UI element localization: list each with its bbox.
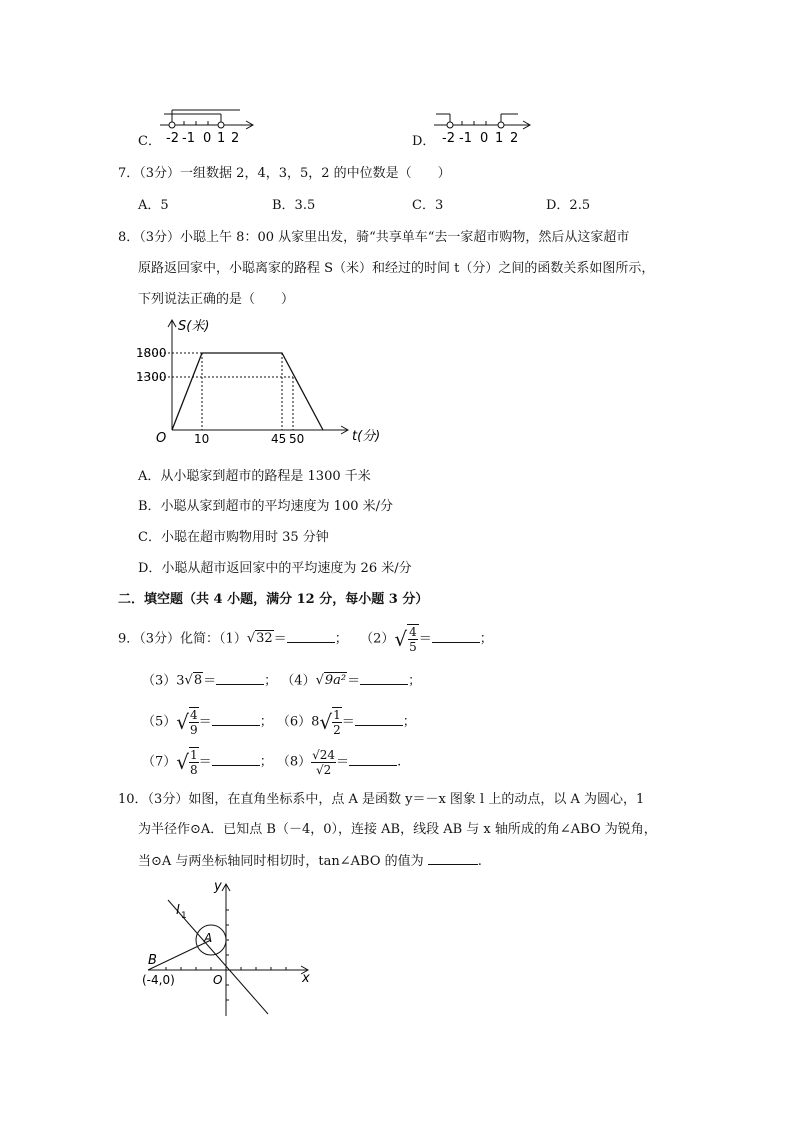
q6c-tick-0: 0	[203, 131, 212, 145]
q10-y-label: y	[214, 879, 222, 894]
q8-origin: O	[156, 431, 167, 446]
q8-function-line	[172, 353, 323, 430]
q9-blank-3[interactable]	[216, 671, 264, 685]
q7-stem: 7．（3分）一组数据 2，4，3，5，2 的中位数是（ ）	[118, 166, 451, 181]
q8-xtick-10: 10	[194, 432, 210, 446]
q7-option-d: D．2.5	[546, 198, 591, 213]
q9-radical-1: √32	[246, 631, 273, 646]
q10-label-a: A	[204, 931, 213, 945]
q6d-tick-1: 1	[495, 131, 504, 145]
q6d-tick-0: 0	[480, 131, 489, 145]
q10-coordinate-graph	[138, 876, 318, 1021]
q6c-tick-1: 1	[217, 131, 226, 145]
q9-blank-7[interactable]	[212, 752, 260, 766]
q8-option-a: A．从小聪家到超市的路程是 1300 千米	[138, 469, 371, 484]
q9-radical-5: √	[176, 710, 190, 734]
q6-option-d-label: D．	[412, 134, 436, 149]
q10-stem-line3: 当⊙A 与两坐标轴同时相切时，tan∠ABO 的值为 .	[138, 851, 482, 872]
q6-option-d-number-line	[432, 100, 537, 145]
q6d-tick-neg1: -1	[459, 131, 472, 145]
q9-row4: （7）√ $\frac{1}{8}$ ＝ ； （8） $\frac{√24}{√2}$ ＝ .	[142, 744, 401, 781]
q9-radical-4: √9a²	[315, 673, 347, 688]
q9-radical-6: √	[319, 710, 333, 734]
q9-blank-6[interactable]	[355, 712, 403, 726]
q8-ylabel: S(米)	[178, 319, 210, 334]
q10-stem-line1: 10．（3分）如图，在直角坐标系中，点 A 是函数 y＝－x 图象 l 上的动点，以 A 为圆心，1	[118, 792, 645, 807]
q6c-tick-neg2: -2	[166, 131, 179, 145]
q10-label-l: l	[176, 903, 180, 918]
q7-option-c: C．3	[412, 198, 444, 213]
q10-label-l-sub: 1	[181, 911, 187, 921]
q8-xtick-50: 50	[289, 432, 305, 446]
q9-blank-1[interactable]	[287, 629, 335, 643]
q8-stem-line2: 原路返回家中，小聪离家的路程 S（米）和经过的时间 t（分）之间的函数关系如图所示，	[138, 261, 655, 276]
q9-radical-3: √8	[184, 673, 203, 688]
section-heading-fill-in: 二．填空题（共 4 小题，满分 12 分，每小题 3 分）	[118, 592, 429, 607]
q8-xtick-45: 45	[271, 432, 287, 446]
q10-label-b: B	[148, 953, 157, 968]
q6d-tick-neg2: -2	[442, 131, 455, 145]
q10-blank[interactable]	[428, 851, 478, 865]
q10-origin: O	[213, 973, 223, 987]
q6-option-c-label: C．	[138, 134, 161, 149]
q9-prefix: 9．（3分）化简：	[118, 631, 220, 647]
q6c-tick-neg1: -1	[182, 131, 195, 145]
q9-row3: （5）√ $\frac{4}{9}$ ＝ ； （6）8√ $\frac{1}{2}$ ＝ ；	[142, 704, 416, 741]
q8-option-c: C．小聪在超市购物用时 35 分钟	[138, 530, 329, 545]
q8-stem-line1: 8．（3分）小聪上午 8：00 从家里出发，骑“共享单车“去一家超市购物，然后从这家超市	[118, 230, 630, 245]
q9-blank-5[interactable]	[212, 712, 260, 726]
q9-blank-4[interactable]	[360, 671, 408, 685]
q9-fraction-8: $\frac{√24}{√2}$	[312, 747, 336, 777]
q9-blank-2[interactable]	[432, 629, 480, 643]
q10-stem-line2: 为半径作⊙A．已知点 B（－4，0），连接 AB，线段 AB 与 x 轴所成的角∠ABO 为锐角，	[138, 822, 657, 837]
q8-stem-line3: 下列说法正确的是（ ）	[138, 292, 295, 307]
q7-option-a: A．5	[138, 198, 169, 213]
q8-option-b: B．小聪从家到超市的平均速度为 100 米/分	[138, 499, 394, 514]
q9-blank-8[interactable]	[349, 752, 397, 766]
q8-ytick-1300: 1300	[136, 370, 167, 384]
q6c-tick-2: 2	[231, 131, 240, 145]
q10-label-b-coord: (-4,0)	[142, 973, 175, 987]
q8-xlabel: t(分)	[352, 429, 381, 444]
q7-option-b: B．3.5	[272, 198, 316, 213]
q9-radical-2: √	[394, 627, 408, 651]
q6d-tick-2: 2	[510, 131, 519, 145]
q8-option-d: D．小聪从超市返回家中的平均速度为 26 米/分	[138, 561, 412, 576]
q8-ytick-1800: 1800	[136, 346, 167, 360]
q10-segment-ab	[148, 940, 211, 970]
q6-option-c-number-line	[158, 100, 258, 145]
q9-row2: （3）3√8＝ ； （4）√9a²＝ ；	[142, 666, 421, 697]
q9-row1: 9．（3分）化简：（1）√32＝ ； （2）√ $\frac{4}{5}$ ＝ ；	[118, 622, 493, 657]
q8-distance-time-graph	[130, 312, 400, 452]
q10-x-label: x	[302, 971, 310, 986]
q9-radical-7: √	[176, 750, 190, 774]
